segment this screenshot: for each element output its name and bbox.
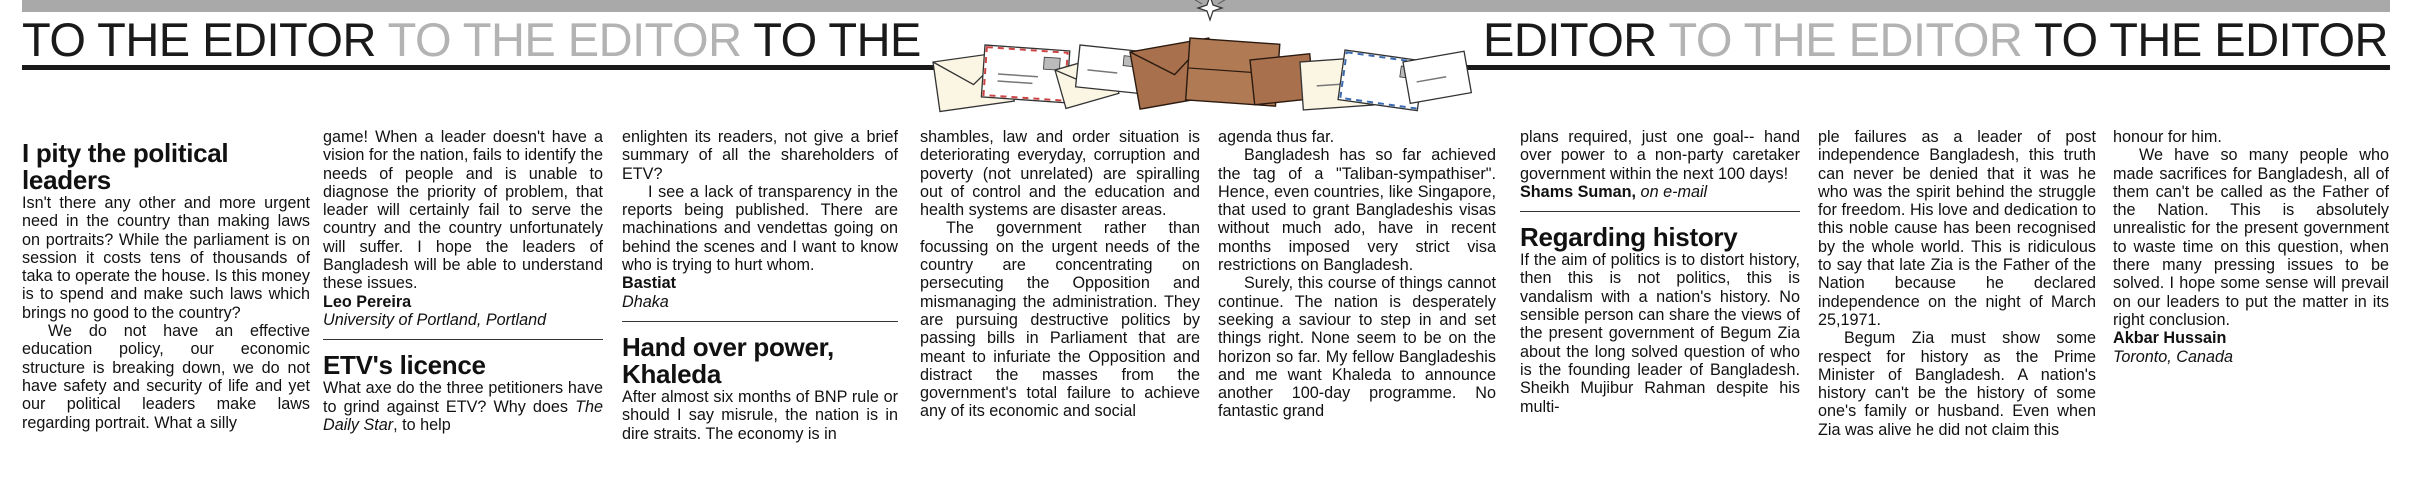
letter-author: Leo Pereira (323, 292, 412, 311)
letter-paragraph: We have so many people who made sacrifices for Bangladesh, all of them can't be called as the Father of the Nation. This is absolutely unrealistic for the present government to waste time on this question, when there many pressing issues to be solved. I hope some sense will prevail on our leaders to put the matter in its right conclusion. (2113, 146, 2389, 329)
letter-paragraph: Isn't there any other and more urgent need in the country than making laws on portraits? While the parliament is on session it costs tens of thousands of taka to operate the house. Is this money is to spend and make such laws which brings no good to the country? (22, 194, 310, 322)
banner-text: TO THE EDITOR (387, 13, 742, 66)
letter-author-line (1520, 183, 1800, 201)
letter-paragraph: game! When a leader doesn't have a vision for the nation, fails to identify the needs of people and is unable to diagnose the priority of problem, that leader will certainly fail to serve the country and the country unfortunately will suffer. I hope the leaders of Bangladesh will be able to understand these issues. (323, 128, 603, 293)
letter-affiliation: Toronto, Canada (2113, 347, 2233, 366)
letter-paragraph: We do not have an effective education policy, our economic structure is breaking down, we do not have safety and security of life and yet our political leaders make laws regarding portrait. What a silly (22, 322, 310, 432)
column-3 (622, 128, 898, 474)
column-6 (1520, 128, 1800, 474)
banner-left (22, 12, 921, 68)
envelopes-illustration (915, 0, 1485, 140)
column-1 (22, 140, 310, 486)
banner-text: TO THE (753, 13, 921, 66)
banner-text: EDITOR (1483, 13, 1657, 66)
letter-paragraph: The government rather than focussing on the urgent needs of the country are concentrating on persecuting the Opposition and mismanaging the administration. They are pursuing destructive politics by passing bills in Parliament that are meant to infuriate the Opposition and distract the masses from the government's total failure to achieve any of its economic and social (920, 219, 1200, 421)
letter-author: Akbar Hussain (2113, 329, 2227, 348)
letter-paragraph: enlighten its readers, not give a brief summary of all the shareholders of ETV? (622, 128, 898, 183)
banner-text: TO THE EDITOR (1668, 13, 2023, 66)
newspaper-name: The Daily Star (323, 397, 603, 434)
letter-paragraph: I see a lack of transparency in the reports being published. There are machinations and vendettas going on behind the scenes and I want to know who is trying to hurt whom. (622, 182, 898, 275)
column-7 (1818, 128, 2096, 474)
star-icon (1192, 0, 1228, 20)
letter-title: ETV's licence (323, 350, 486, 381)
letter-affiliation: University of Portland, Portland (323, 310, 547, 329)
letter-title: Regarding history (1520, 222, 1738, 253)
letter-paragraph: ple failures as a leader of post independence Bangladesh, this truth can never be denied that it was he who was the spirit behind the struggle for freedom. His love and dedication to this noble cause has been recognised by the whole world. This is ridiculous to say that late Zia is the Father of the Nation because he declared independence on the night of March 25,1971. (1818, 128, 2096, 329)
letter-paragraph (323, 379, 603, 434)
letter-paragraph: Bangladesh has so far achieved the tag of a "Taliban-sympathiser". Hence, even countries, like Singapore, that used to grant Bangladeshis visas without much ado, have in recent months imposed very strict visa restrictions on Bangladesh. (1218, 146, 1496, 275)
letter-affiliation: on e-mail (1636, 182, 1708, 201)
letter-paragraph: After almost six months of BNP rule or should I say misrule, the nation is in dire straits. The economy is in (622, 387, 898, 443)
letter-author: Shams Suman, (1520, 182, 1637, 201)
text-run: , to help (393, 415, 451, 434)
column-4 (920, 128, 1200, 474)
letter-paragraph: shambles, law and order situation is deteriorating everyday, corruption and poverty (not unrelated) are spiralling out of control and the education and health systems are disaster areas. (920, 128, 1200, 220)
column-2 (323, 128, 603, 474)
letter-title: Hand over power, Khaleda (622, 331, 834, 389)
banner-right (1483, 12, 2388, 68)
letter-paragraph: If the aim of politics is to distort history, then this is not politics, this is vandalism with a nation's history. No sensible person can share the views of the present government of Begum Zia about the long solved question of who is the founding leader of Bangladesh. Sheikh Mujibur Rahman despite his multi- (1520, 251, 1800, 416)
column-8 (2113, 128, 2389, 474)
column-5 (1218, 128, 1496, 474)
text-run: What axe do the three petitioners have to grind against ETV? Why does (323, 379, 603, 416)
letter-paragraph: Surely, this course of things cannot continue. The nation is desperately seeking a saviour to step in and set things right. None seem to be on the horizon so far. My fellow Bangladeshis and me want Khaleda to announce another 100-day programme. No fantastic grand (1218, 274, 1496, 421)
letter-affiliation: Dhaka (622, 292, 669, 311)
letter-paragraph: agenda thus far. (1218, 128, 1335, 146)
letter-divider (1520, 211, 1800, 212)
letter-paragraph: plans required, just one goal-- hand over power to a non-party caretaker government within the next 100 days! (1520, 128, 1800, 183)
banner-text: TO THE EDITOR (2034, 13, 2388, 66)
letter-divider (323, 339, 603, 340)
banner-text: TO THE EDITOR (22, 13, 376, 66)
letter-divider (622, 321, 898, 322)
letter-paragraph: honour for him. (2113, 128, 2222, 146)
letter-author: Bastiat (622, 274, 676, 293)
letter-paragraph: Begum Zia must show some respect for history as the Prime Minister of Bangladesh. A nation's history can't be the history of some one's family or husband. Even when Zia was alive he did not claim this (1818, 329, 2096, 439)
letter-title: I pity the political leaders (22, 140, 229, 195)
